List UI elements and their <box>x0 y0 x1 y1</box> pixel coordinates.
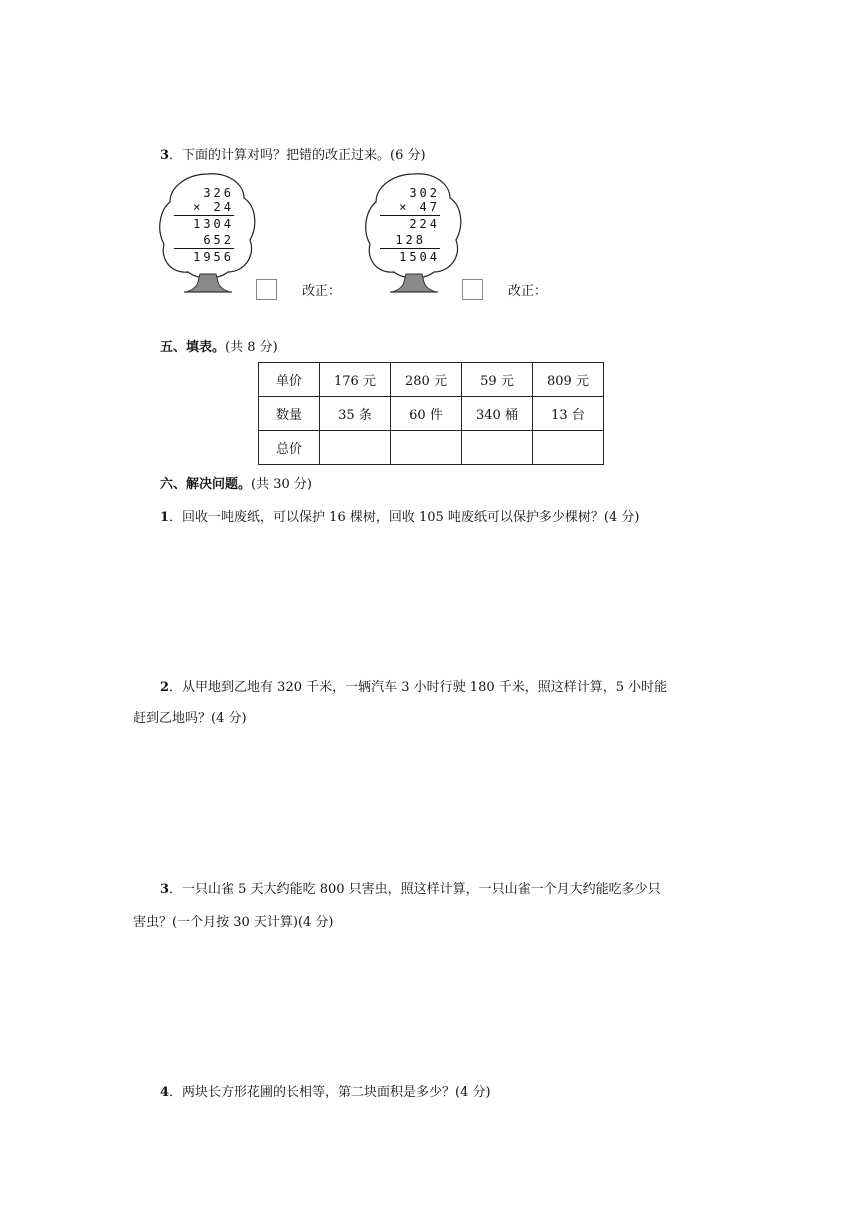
table-cell: 35 条 <box>320 397 391 431</box>
calc-b-rule-2 <box>380 248 440 249</box>
price-table <box>258 362 604 465</box>
answer-cell[interactable] <box>462 431 533 465</box>
answer-box-a[interactable] <box>256 279 277 300</box>
calc-b <box>378 186 440 266</box>
calc-b-partial-1: 224 <box>409 217 440 231</box>
problem-text: ．一只山雀 5 天大约能吃 800 只害虫，照这样计算，一只山雀一个月大约能吃多少只 <box>169 882 661 897</box>
table-cell: 数量 <box>259 397 320 431</box>
problem-3-line-2: 害虫？(一个月按 30 天计算)(4 分) <box>133 915 334 930</box>
calc-b-multiplier: × 47 <box>399 200 440 214</box>
table-cell: 13 台 <box>533 397 604 431</box>
table-cell: 176 元 <box>320 363 391 397</box>
problem-2-line-1 <box>160 680 667 696</box>
section5-title: 五、填表。 <box>160 340 226 355</box>
table-cell: 809 元 <box>533 363 604 397</box>
calc-a <box>172 186 234 266</box>
calc-a-rule-1 <box>174 215 234 216</box>
table-cell: 60 件 <box>391 397 462 431</box>
problem-2-line-2: 赶到乙地吗？(4 分) <box>133 711 247 726</box>
problem-3-line-1 <box>160 882 661 898</box>
problem-number: 4 <box>160 1085 170 1100</box>
table-cell: 59 元 <box>462 363 533 397</box>
calc-a-rule-2 <box>174 248 234 249</box>
problem-number: 2 <box>160 680 170 695</box>
problem-text: ．从甲地到乙地有 320 千米，一辆汽车 3 小时行驶 180 千米，照这样计算，5 小时能 <box>169 680 668 695</box>
problem-text: ．两块长方形花圃的长相等，第二块面积是多少？(4 分) <box>169 1085 491 1100</box>
section5-heading <box>160 340 278 356</box>
table-cell: 单价 <box>259 363 320 397</box>
calc-a-partial-1: 1304 <box>193 217 234 231</box>
calc-a-product: 1956 <box>193 250 234 264</box>
problem-1 <box>160 510 639 526</box>
answer-box-b[interactable] <box>462 279 483 300</box>
calc-a-multiplier: × 24 <box>193 200 234 214</box>
table-row <box>259 397 604 431</box>
section6-score: (共 30 分) <box>251 477 312 492</box>
section6-heading <box>160 477 312 493</box>
answer-cell[interactable] <box>320 431 391 465</box>
calc-b-rule-1 <box>380 215 440 216</box>
table-cell: 340 桶 <box>462 397 533 431</box>
answer-cell[interactable] <box>533 431 604 465</box>
calc-a-multiplicand: 326 <box>203 186 234 200</box>
section6-title: 六、解决问题。 <box>160 477 252 492</box>
table-row <box>259 431 604 465</box>
answer-cell[interactable] <box>391 431 462 465</box>
table-cell: 280 元 <box>391 363 462 397</box>
q3-number: 3 <box>160 148 170 163</box>
section5-score: (共 8 分) <box>225 340 278 355</box>
problem-4 <box>160 1085 491 1101</box>
problem-number: 1 <box>160 510 170 525</box>
problem-number: 3 <box>160 882 170 897</box>
correct-label-b: 改正： <box>508 284 548 299</box>
table-cell: 总价 <box>259 431 320 465</box>
problem-text: ．回收一吨废纸，可以保护 16 棵树，回收 105 吨废纸可以保护多少棵树？(4 分) <box>169 510 640 525</box>
calc-b-partial-2: 128 <box>395 233 426 247</box>
tree-calc-b <box>364 170 464 300</box>
q3-text: ．下面的计算对吗？把错的改正过来。(6 分) <box>169 148 426 163</box>
tree-calc-a <box>158 170 258 300</box>
calc-b-product: 1504 <box>399 250 440 264</box>
correct-label-a: 改正： <box>302 284 342 299</box>
table-row <box>259 363 604 397</box>
calc-a-partial-2: 652 <box>203 233 234 247</box>
calc-b-multiplicand: 302 <box>409 186 440 200</box>
q3-heading <box>160 148 426 164</box>
